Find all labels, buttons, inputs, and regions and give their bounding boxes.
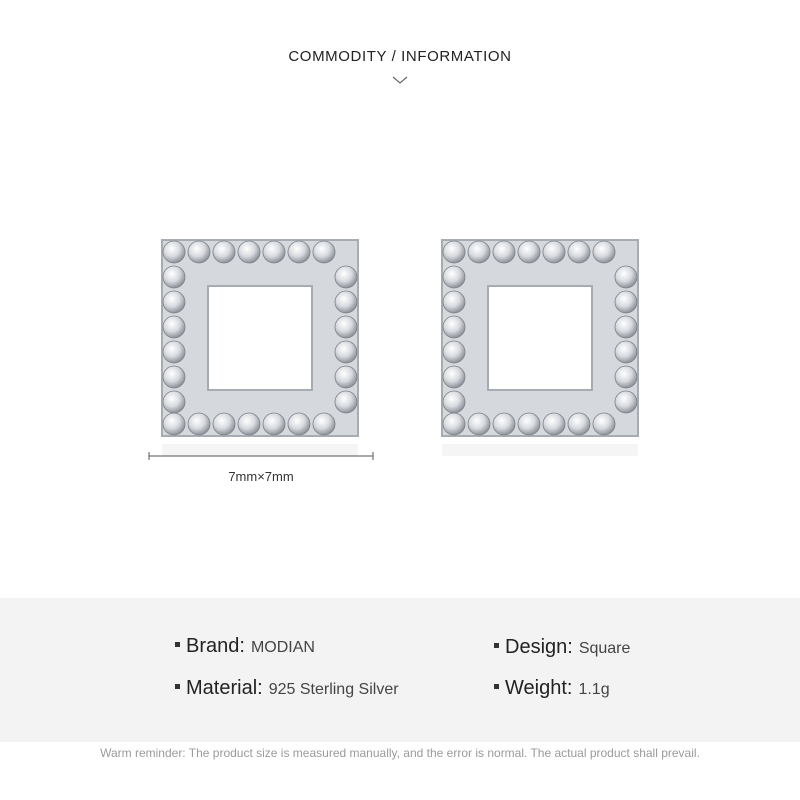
gem-stone bbox=[163, 341, 185, 363]
earring-reflection-right bbox=[438, 442, 642, 468]
gem-stone bbox=[493, 241, 515, 263]
gem-stone bbox=[335, 266, 357, 288]
gem-stone bbox=[335, 391, 357, 413]
gem-stone bbox=[615, 291, 637, 313]
gem-stone bbox=[443, 316, 465, 338]
gem-stone bbox=[238, 241, 260, 263]
gem-stone bbox=[163, 366, 185, 388]
gem-stone bbox=[163, 291, 185, 313]
gem-stone bbox=[163, 266, 185, 288]
gem-stone bbox=[163, 413, 185, 435]
dimension-line bbox=[148, 450, 374, 462]
gem-stone bbox=[313, 241, 335, 263]
info-panel bbox=[0, 598, 800, 742]
dimension-label: 7mm×7mm bbox=[228, 469, 294, 484]
gem-stone bbox=[443, 341, 465, 363]
spec-material bbox=[175, 677, 399, 700]
spec-design-label: Design: bbox=[505, 636, 573, 658]
gem-stone bbox=[163, 241, 185, 263]
earring-left bbox=[158, 236, 362, 440]
gem-stone bbox=[213, 413, 235, 435]
gem-stone bbox=[615, 316, 637, 338]
bullet-icon bbox=[494, 684, 499, 689]
gem-stone bbox=[615, 266, 637, 288]
gem-stone bbox=[468, 241, 490, 263]
spec-material-label: Material: bbox=[186, 677, 263, 699]
gem-stone bbox=[468, 413, 490, 435]
gem-stone bbox=[518, 413, 540, 435]
gem-stone bbox=[493, 413, 515, 435]
gem-stone bbox=[335, 341, 357, 363]
gem-stone bbox=[263, 413, 285, 435]
gem-stone bbox=[288, 241, 310, 263]
gem-stone bbox=[443, 391, 465, 413]
gem-stone bbox=[335, 366, 357, 388]
gem-stone bbox=[163, 391, 185, 413]
gem-stone bbox=[213, 241, 235, 263]
gem-stone bbox=[443, 366, 465, 388]
spec-material-value: 925 Sterling Silver bbox=[268, 681, 399, 698]
gem-stone bbox=[593, 241, 615, 263]
spec-design-value: Square bbox=[578, 640, 631, 657]
gem-stone bbox=[615, 391, 637, 413]
gem-stone bbox=[543, 413, 565, 435]
gem-stone bbox=[615, 341, 637, 363]
gem-stone bbox=[335, 291, 357, 313]
gem-stone bbox=[543, 241, 565, 263]
spec-weight-value: 1.1g bbox=[578, 681, 610, 698]
bullet-icon bbox=[175, 684, 180, 689]
gem-stone bbox=[443, 413, 465, 435]
gem-stone bbox=[188, 413, 210, 435]
spec-brand-label: Brand: bbox=[186, 635, 245, 657]
spec-brand-value: MODIAN bbox=[250, 639, 315, 656]
gem-stone bbox=[443, 266, 465, 288]
spec-weight bbox=[494, 677, 610, 700]
header-title: COMMODITY / INFORMATION bbox=[288, 48, 512, 65]
gem-stone bbox=[263, 241, 285, 263]
spec-brand bbox=[175, 635, 315, 658]
gem-stone bbox=[518, 241, 540, 263]
gem-stone bbox=[568, 241, 590, 263]
footer-note: Warm reminder: The product size is measured manually, and the error is normal. The actual product shall prevail. bbox=[100, 746, 700, 760]
gem-stone bbox=[288, 413, 310, 435]
gem-stone bbox=[335, 316, 357, 338]
gem-stone bbox=[163, 316, 185, 338]
gem-stone bbox=[568, 413, 590, 435]
bullet-icon bbox=[175, 642, 180, 647]
bullet-icon bbox=[494, 643, 499, 648]
spec-weight-label: Weight: bbox=[505, 677, 573, 699]
gem-stone bbox=[313, 413, 335, 435]
earring-right bbox=[438, 236, 642, 440]
gem-stone bbox=[443, 241, 465, 263]
gem-stone bbox=[443, 291, 465, 313]
spec-design bbox=[494, 636, 630, 659]
gem-stone bbox=[238, 413, 260, 435]
gem-stone bbox=[593, 413, 615, 435]
gem-stone bbox=[615, 366, 637, 388]
chevron-down-icon bbox=[391, 74, 409, 86]
gem-stone bbox=[188, 241, 210, 263]
